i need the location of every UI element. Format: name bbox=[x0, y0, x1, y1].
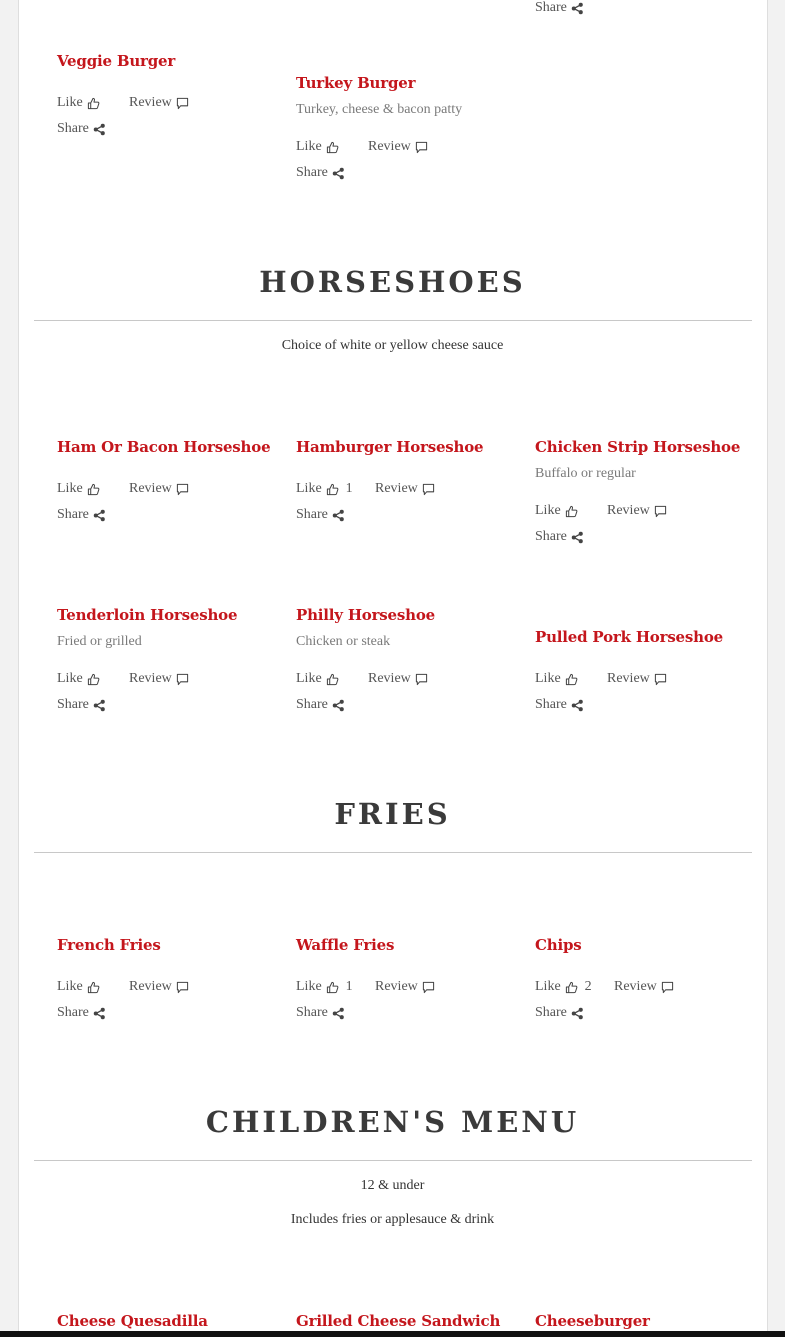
review-label: Review bbox=[129, 671, 172, 686]
share-icon bbox=[93, 509, 106, 522]
review-label: Review bbox=[614, 979, 657, 994]
share-icon bbox=[93, 1007, 106, 1020]
menu-item-description: Buffalo or regular bbox=[535, 466, 636, 481]
thumbs-up-icon bbox=[87, 673, 100, 686]
share-icon bbox=[93, 699, 106, 712]
share-label: Share bbox=[296, 165, 328, 180]
review-label: Review bbox=[368, 671, 411, 686]
comment-icon bbox=[415, 673, 428, 686]
like-button[interactable] bbox=[296, 139, 339, 155]
review-label: Review bbox=[375, 481, 418, 496]
comment-icon bbox=[654, 673, 667, 686]
section-title-childrens-menu: CHILDREN'S MENU bbox=[205, 1105, 580, 1139]
menu-item-name[interactable]: Veggie Burger bbox=[57, 52, 176, 70]
thumbs-up-icon bbox=[565, 673, 578, 686]
like-count: 1 bbox=[345, 979, 353, 994]
share-label: Share bbox=[535, 0, 567, 15]
review-button[interactable] bbox=[129, 979, 189, 995]
thumbs-up-icon bbox=[326, 673, 339, 686]
like-button[interactable] bbox=[57, 979, 100, 995]
review-label: Review bbox=[129, 95, 172, 110]
like-button[interactable] bbox=[296, 671, 339, 687]
like-button[interactable] bbox=[57, 481, 100, 497]
menu-item-description: Turkey, cheese & bacon patty bbox=[296, 102, 463, 117]
share-label: Share bbox=[57, 697, 89, 712]
share-label: Share bbox=[57, 1005, 89, 1020]
share-icon bbox=[332, 167, 345, 180]
share-icon bbox=[93, 123, 106, 136]
like-label: Like bbox=[57, 979, 83, 994]
menu-item-name[interactable]: Tenderloin Horseshoe bbox=[57, 606, 238, 624]
menu-item-name[interactable]: Chicken Strip Horseshoe bbox=[535, 438, 741, 456]
section-title-fries: FRIES bbox=[334, 797, 451, 831]
share-button[interactable] bbox=[535, 529, 584, 545]
like-button[interactable] bbox=[296, 979, 353, 995]
menu-item-name[interactable]: Turkey Burger bbox=[296, 74, 416, 92]
like-label: Like bbox=[57, 481, 83, 496]
like-button[interactable] bbox=[296, 481, 353, 497]
review-button[interactable] bbox=[129, 671, 189, 687]
section-title-horseshoes: HORSESHOES bbox=[259, 265, 526, 299]
review-label: Review bbox=[607, 503, 650, 518]
section-note: Includes fries or applesauce & drink bbox=[290, 1212, 495, 1227]
like-label: Like bbox=[57, 95, 83, 110]
like-label: Like bbox=[296, 139, 322, 154]
share-icon bbox=[332, 1007, 345, 1020]
section-note: 12 & under bbox=[360, 1178, 425, 1193]
menu-item-name[interactable]: Ham Or Bacon Horseshoe bbox=[57, 438, 271, 456]
review-button[interactable] bbox=[375, 979, 435, 995]
menu-item-name[interactable]: Philly Horseshoe bbox=[296, 606, 435, 624]
share-icon bbox=[571, 699, 584, 712]
comment-icon bbox=[422, 483, 435, 496]
comment-icon bbox=[176, 981, 189, 994]
review-button[interactable] bbox=[607, 503, 667, 519]
review-button[interactable] bbox=[129, 481, 189, 497]
like-label: Like bbox=[535, 671, 561, 686]
share-button[interactable] bbox=[57, 1005, 106, 1021]
share-button[interactable] bbox=[57, 507, 106, 523]
like-label: Like bbox=[296, 979, 322, 994]
like-button[interactable] bbox=[535, 503, 578, 519]
thumbs-up-icon bbox=[326, 483, 339, 496]
thumbs-up-icon bbox=[326, 141, 339, 154]
section-divider bbox=[34, 852, 752, 853]
share-button[interactable] bbox=[57, 697, 106, 713]
section-divider bbox=[34, 1160, 752, 1161]
share-label: Share bbox=[57, 121, 89, 136]
review-button[interactable] bbox=[368, 671, 428, 687]
bottom-bar bbox=[0, 1331, 785, 1337]
like-button[interactable] bbox=[57, 671, 100, 687]
share-button[interactable] bbox=[296, 507, 345, 523]
share-button[interactable] bbox=[535, 0, 584, 16]
comment-icon bbox=[176, 483, 189, 496]
review-button[interactable] bbox=[607, 671, 667, 687]
like-button[interactable] bbox=[57, 95, 100, 111]
share-label: Share bbox=[535, 1005, 567, 1020]
menu-item-name[interactable]: Cheeseburger bbox=[535, 1312, 650, 1330]
menu-item-description: Chicken or steak bbox=[296, 634, 391, 649]
review-label: Review bbox=[375, 979, 418, 994]
share-button[interactable] bbox=[296, 1005, 345, 1021]
thumbs-up-icon bbox=[87, 981, 100, 994]
menu-item-name[interactable]: Cheese Quesadilla bbox=[57, 1312, 208, 1330]
like-label: Like bbox=[535, 503, 561, 518]
thumbs-up-icon bbox=[326, 981, 339, 994]
share-label: Share bbox=[296, 1005, 328, 1020]
like-count: 2 bbox=[584, 979, 592, 994]
thumbs-up-icon bbox=[565, 981, 578, 994]
share-icon bbox=[332, 509, 345, 522]
review-button[interactable] bbox=[368, 139, 428, 155]
review-label: Review bbox=[607, 671, 650, 686]
section-note: Choice of white or yellow cheese sauce bbox=[281, 338, 504, 353]
like-label: Like bbox=[535, 979, 561, 994]
like-label: Like bbox=[296, 481, 322, 496]
share-icon bbox=[332, 699, 345, 712]
menu-item-description: Fried or grilled bbox=[57, 634, 142, 649]
share-label: Share bbox=[57, 507, 89, 522]
share-button[interactable] bbox=[296, 697, 345, 713]
share-label: Share bbox=[535, 529, 567, 544]
share-icon bbox=[571, 2, 584, 15]
section-divider bbox=[34, 320, 752, 321]
share-label: Share bbox=[296, 507, 328, 522]
review-button[interactable] bbox=[375, 481, 435, 497]
menu-item-name[interactable]: Pulled Pork Horseshoe bbox=[535, 628, 724, 646]
share-label: Share bbox=[296, 697, 328, 712]
review-label: Review bbox=[129, 481, 172, 496]
review-label: Review bbox=[368, 139, 411, 154]
thumbs-up-icon bbox=[565, 505, 578, 518]
share-button[interactable] bbox=[535, 1005, 584, 1021]
menu-item-name[interactable]: French Fries bbox=[57, 936, 161, 954]
menu-item-name[interactable]: Chips bbox=[535, 936, 582, 954]
like-count: 1 bbox=[345, 481, 353, 496]
like-button[interactable] bbox=[535, 979, 592, 995]
like-label: Like bbox=[296, 671, 322, 686]
share-button[interactable] bbox=[296, 165, 345, 181]
menu-item-name[interactable]: Grilled Cheese Sandwich bbox=[296, 1312, 501, 1330]
menu-item-name[interactable]: Hamburger Horseshoe bbox=[296, 438, 484, 456]
share-button[interactable] bbox=[535, 697, 584, 713]
like-label: Like bbox=[57, 671, 83, 686]
share-icon bbox=[571, 1007, 584, 1020]
thumbs-up-icon bbox=[87, 483, 100, 496]
comment-icon bbox=[422, 981, 435, 994]
share-label: Share bbox=[535, 697, 567, 712]
share-button[interactable] bbox=[57, 121, 106, 137]
comment-icon bbox=[654, 505, 667, 518]
menu-item-name[interactable]: Waffle Fries bbox=[296, 936, 395, 954]
comment-icon bbox=[176, 97, 189, 110]
comment-icon bbox=[661, 981, 674, 994]
thumbs-up-icon bbox=[87, 97, 100, 110]
review-button[interactable] bbox=[614, 979, 674, 995]
comment-icon bbox=[415, 141, 428, 154]
comment-icon bbox=[176, 673, 189, 686]
review-button[interactable] bbox=[129, 95, 189, 111]
share-icon bbox=[571, 531, 584, 544]
review-label: Review bbox=[129, 979, 172, 994]
like-button[interactable] bbox=[535, 671, 578, 687]
